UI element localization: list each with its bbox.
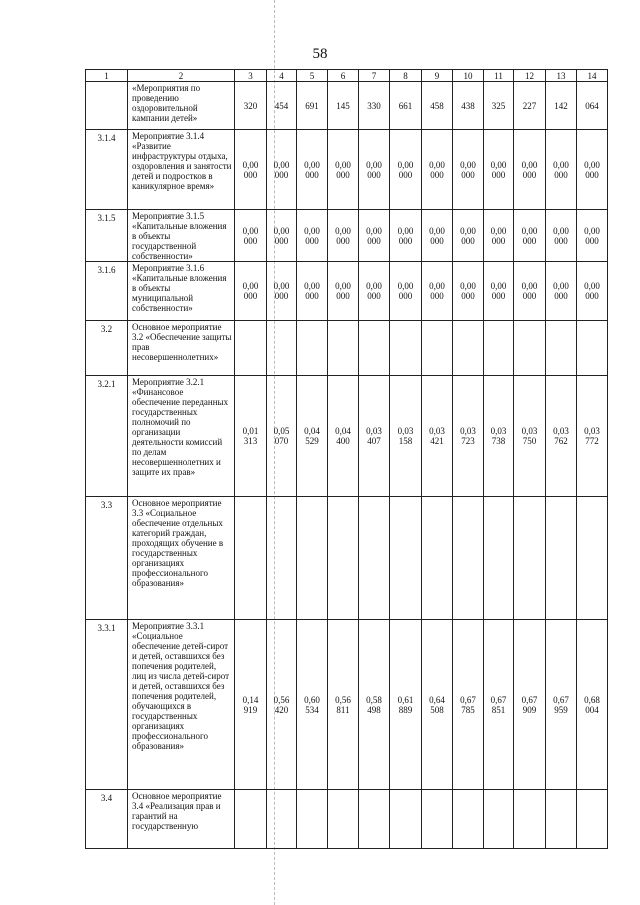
value-cell: 0,00 000: [422, 130, 453, 210]
row-name: Мероприятие 3.3.1 «Социальное обеспечение детей-сирот и детей, оставшихся без попечения родителей, лиц из числа детей-сирот и детей, оставшихся без попечения родителей, обучающихся в государственных организациях профессионального образования»: [128, 620, 235, 790]
table-row: [86, 82, 608, 130]
value-cell: [235, 790, 267, 849]
row-code: [86, 82, 128, 130]
value-cell: 0,00 000: [359, 210, 390, 262]
value-cell: 0,00 000: [453, 262, 484, 321]
value-cell: 227: [514, 82, 546, 130]
value-cell: 0,00 000: [546, 210, 577, 262]
value-cell: 0,04 400: [328, 376, 359, 497]
value-cell: [453, 321, 484, 376]
header-cell: 14: [577, 70, 608, 82]
value-cell: 0,05 070: [267, 376, 297, 497]
value-cell: 0,00 000: [267, 262, 297, 321]
header-cell: 9: [422, 70, 453, 82]
value-cell: 0,00 000: [546, 262, 577, 321]
value-cell: 0,00 000: [390, 262, 422, 321]
value-cell: [577, 790, 608, 849]
table-row: [86, 210, 608, 262]
header-cell: 2: [128, 70, 235, 82]
value-cell: 0,00 000: [297, 130, 328, 210]
table-row: [86, 262, 608, 321]
value-cell: [297, 497, 328, 620]
value-cell: [484, 790, 514, 849]
value-cell: 0,00 000: [514, 130, 546, 210]
value-cell: 0,00 000: [577, 262, 608, 321]
value-cell: 0,00 000: [484, 130, 514, 210]
value-cell: 454: [267, 82, 297, 130]
header-cell: 7: [359, 70, 390, 82]
value-cell: 0,00 000: [235, 262, 267, 321]
value-cell: 0,00 000: [328, 130, 359, 210]
value-cell: 0,00 000: [390, 130, 422, 210]
value-cell: 0,00 000: [328, 210, 359, 262]
value-cell: 0,03 772: [577, 376, 608, 497]
value-cell: [577, 321, 608, 376]
value-cell: 0,03 407: [359, 376, 390, 497]
value-cell: 0,00 000: [453, 210, 484, 262]
value-cell: 0,00 000: [546, 130, 577, 210]
value-cell: 145: [328, 82, 359, 130]
value-cell: [267, 321, 297, 376]
table-row: [86, 497, 608, 620]
value-cell: [514, 321, 546, 376]
table-row: [86, 620, 608, 790]
value-cell: 0,00 000: [297, 262, 328, 321]
value-cell: [297, 790, 328, 849]
value-cell: 0,00 000: [235, 210, 267, 262]
row-name: Основное мероприятие 3.2 «Обеспечение защиты прав несовершеннолетних»: [128, 321, 235, 376]
row-name: «Мероприятия по проведению оздоровительной кампании детей»: [128, 82, 235, 130]
value-cell: 0,68 004: [577, 620, 608, 790]
table-row: [86, 790, 608, 849]
value-cell: [514, 790, 546, 849]
value-cell: 0,00 000: [453, 130, 484, 210]
row-code: 3.3.1: [86, 620, 128, 790]
value-cell: 0,56 420: [267, 620, 297, 790]
budget-table: [85, 69, 608, 849]
value-cell: 320: [235, 82, 267, 130]
value-cell: 0,00 000: [577, 130, 608, 210]
header-cell: 4: [267, 70, 297, 82]
row-code: 3.2.1: [86, 376, 128, 497]
header-cell: 8: [390, 70, 422, 82]
row-code: 3.4: [86, 790, 128, 849]
value-cell: [328, 497, 359, 620]
row-name: Мероприятие 3.2.1 «Финансовое обеспечение переданных государственных полномочий по организации деятельности комиссий по делам несовершеннолетних и защите их прав»: [128, 376, 235, 497]
table-row: [86, 376, 608, 497]
value-cell: [359, 790, 390, 849]
value-cell: 0,03 750: [514, 376, 546, 497]
value-cell: [422, 790, 453, 849]
value-cell: [577, 497, 608, 620]
value-cell: 0,00 000: [267, 210, 297, 262]
value-cell: [514, 497, 546, 620]
value-cell: 0,67 785: [453, 620, 484, 790]
value-cell: [390, 497, 422, 620]
row-code: 3.2: [86, 321, 128, 376]
table-header-row: [86, 70, 608, 82]
value-cell: 0,00 000: [514, 210, 546, 262]
value-cell: 142: [546, 82, 577, 130]
value-cell: 0,00 000: [422, 210, 453, 262]
value-cell: 064: [577, 82, 608, 130]
header-cell: 10: [453, 70, 484, 82]
header-cell: 11: [484, 70, 514, 82]
value-cell: 0,00 000: [422, 262, 453, 321]
value-cell: 0,00 000: [235, 130, 267, 210]
value-cell: [328, 321, 359, 376]
value-cell: 325: [484, 82, 514, 130]
value-cell: 0,67 851: [484, 620, 514, 790]
table-row: [86, 321, 608, 376]
row-name: Мероприятие 3.1.4 «Развитие инфраструктуры отдыха, оздоровления и занятости детей и подростков в каникулярное время»: [128, 130, 235, 210]
value-cell: 0,00 000: [297, 210, 328, 262]
header-cell: 12: [514, 70, 546, 82]
value-cell: [235, 497, 267, 620]
value-cell: 691: [297, 82, 328, 130]
value-cell: 0,00 000: [390, 210, 422, 262]
value-cell: 0,00 000: [577, 210, 608, 262]
value-cell: 0,00 000: [484, 262, 514, 321]
value-cell: 661: [390, 82, 422, 130]
value-cell: [359, 497, 390, 620]
header-cell: 1: [86, 70, 128, 82]
value-cell: 438: [453, 82, 484, 130]
value-cell: 0,56 811: [328, 620, 359, 790]
value-cell: 458: [422, 82, 453, 130]
value-cell: [546, 321, 577, 376]
value-cell: [453, 790, 484, 849]
value-cell: 0,03 158: [390, 376, 422, 497]
row-code: 3.1.6: [86, 262, 128, 321]
value-cell: [328, 790, 359, 849]
value-cell: 0,14 919: [235, 620, 267, 790]
value-cell: 0,00 000: [359, 262, 390, 321]
value-cell: 0,67 959: [546, 620, 577, 790]
value-cell: [297, 321, 328, 376]
row-name: Основное мероприятие 3.4 «Реализация прав и гарантий на государственную: [128, 790, 235, 849]
value-cell: 0,64 508: [422, 620, 453, 790]
value-cell: 330: [359, 82, 390, 130]
header-cell: 3: [235, 70, 267, 82]
value-cell: [453, 497, 484, 620]
value-cell: 0,03 723: [453, 376, 484, 497]
header-cell: 13: [546, 70, 577, 82]
value-cell: 0,01 313: [235, 376, 267, 497]
page-number: 58: [312, 46, 328, 62]
value-cell: [422, 321, 453, 376]
value-cell: 0,00 000: [328, 262, 359, 321]
value-cell: [267, 790, 297, 849]
header-cell: 6: [328, 70, 359, 82]
value-cell: [390, 790, 422, 849]
value-cell: [267, 497, 297, 620]
table-row: [86, 130, 608, 210]
value-cell: 0,60 534: [297, 620, 328, 790]
value-cell: [235, 321, 267, 376]
value-cell: 0,03 738: [484, 376, 514, 497]
value-cell: [390, 321, 422, 376]
value-cell: [484, 321, 514, 376]
value-cell: [546, 497, 577, 620]
value-cell: [484, 497, 514, 620]
value-cell: 0,00 000: [359, 130, 390, 210]
value-cell: 0,00 000: [514, 262, 546, 321]
value-cell: 0,67 909: [514, 620, 546, 790]
value-cell: 0,04 529: [297, 376, 328, 497]
value-cell: 0,61 889: [390, 620, 422, 790]
row-name: Основное мероприятие 3.3 «Социальное обеспечение отдельных категорий граждан, проходящих обучение в государственных организациях профессионального образования»: [128, 497, 235, 620]
header-cell: 5: [297, 70, 328, 82]
row-name: Мероприятие 3.1.6 «Капитальные вложения в объекты муниципальной собственности»: [128, 262, 235, 321]
row-code: 3.1.4: [86, 130, 128, 210]
value-cell: 0,00 000: [484, 210, 514, 262]
row-name: Мероприятие 3.1.5 «Капитальные вложения в объекты государственной собственности»: [128, 210, 235, 262]
value-cell: 0,58 498: [359, 620, 390, 790]
value-cell: [546, 790, 577, 849]
value-cell: 0,03 762: [546, 376, 577, 497]
value-cell: [422, 497, 453, 620]
row-code: 3.1.5: [86, 210, 128, 262]
value-cell: 0,00 000: [267, 130, 297, 210]
value-cell: [359, 321, 390, 376]
value-cell: 0,03 421: [422, 376, 453, 497]
row-code: 3.3: [86, 497, 128, 620]
